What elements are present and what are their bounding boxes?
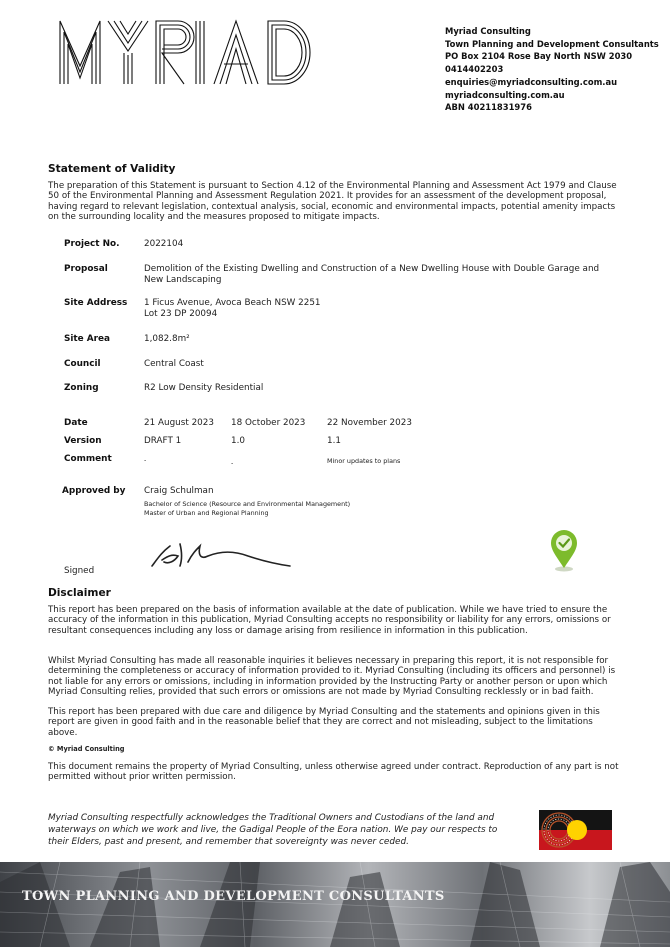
approver-name: Craig Schulman (144, 486, 214, 496)
company-tagline: Town Planning and Development Consultants (445, 38, 659, 49)
revision-date-2: 18 October 2023 (231, 418, 306, 428)
signature (148, 538, 296, 572)
council-value: Central Coast (144, 359, 204, 369)
site-area-value: 1,082.8m² (144, 334, 190, 344)
company-name: Myriad Consulting (445, 26, 531, 36)
validity-heading: Statement of Validity (48, 163, 176, 175)
revision-version-3: 1.1 (327, 436, 341, 446)
zoning-label: Zoning (64, 383, 99, 393)
approver-qualification-2: Master of Urban and Regional Planning (144, 509, 269, 517)
proposal-value: Demolition of the Existing Dwelling and Construction of a New Dwelling House with Double Garage and New Landscaping (144, 264, 600, 285)
banner-tagline: TOWN PLANNING AND DEVELOPMENT CONSULTANTS (22, 889, 445, 904)
project-no-label: Project No. (64, 239, 120, 249)
website-link[interactable]: myriadconsulting.com.au (445, 89, 565, 100)
revision-comment-2: - (231, 459, 234, 467)
disclaimer-p3: This report has been prepared with due care and diligence by Myriad Consulting and the statements and opinions given in this report are given in good faith and in the reasonable belief that they are correct and not misleading, subject to the limitations above. (48, 707, 600, 738)
revision-comment-3: Minor updates to plans (327, 457, 401, 465)
approved-by-label: Approved by (62, 486, 126, 496)
proposal-label: Proposal (64, 264, 108, 274)
approver-qualification-1: Bachelor of Science (Resource and Environmental Management) (144, 500, 351, 508)
acknowledgement-text: Myriad Consulting respectfully acknowledges the Traditional Owners and Custodians of the land and waterways on which we work and live, the Gadigal People of the Eora nation. We pay our respects to their Elders, past and present, and remember that sovereignty was never ceded. (48, 813, 498, 847)
revision-date-1: 21 August 2023 (144, 418, 214, 428)
site-address-label: Site Address (64, 298, 128, 308)
disclaimer-p1: This report has been prepared on the basis of information available at the date of publication. While we have tried to ensure the accuracy of the information in this publication, Myriad Consulting accepts no responsibility or liability for any errors, omissions or resultant consequences including any loss or damage arising from resilience in information in this publication. (48, 605, 611, 636)
zoning-value: R2 Low Density Residential (144, 383, 264, 393)
verified-pin-icon (550, 530, 578, 572)
aboriginal-flag-artwork-icon (539, 810, 612, 850)
disclaimer-p4: This document remains the property of Myriad Consulting, unless otherwise agreed under contract. Reproduction of any part is not permitted without prior written permission. (48, 762, 619, 783)
comment-label: Comment (64, 454, 112, 464)
revision-comment-1: - (144, 456, 147, 464)
verified-badge (550, 530, 578, 572)
version-label: Version (64, 436, 102, 446)
email-link[interactable]: enquiries@myriadconsulting.com.au (445, 76, 618, 87)
city-skyline-icon (0, 862, 670, 947)
site-address-line1: 1 Ficus Avenue, Avoca Beach NSW 2251 (144, 298, 321, 308)
footer-banner (0, 862, 670, 947)
signature-icon (148, 538, 296, 572)
revision-version-2: 1.0 (231, 436, 245, 446)
signed-label: Signed (64, 566, 95, 576)
contact-block (445, 25, 659, 114)
project-no-value: 2022104 (144, 239, 184, 249)
postal-address: PO Box 2104 Rose Bay North NSW 2030 (445, 51, 633, 62)
validity-body: The preparation of this Statement is pursuant to Section 4.12 of the Environmental Planning and Assessment Act 1979 and Clause 50 of the Environmental Planning and Assessment Regulation 2021. It provides for an assessment of the development proposal, having regard to relevant legislation, contextual analysis, social, economic and environmental impacts, potential amenity impacts on the surrounding locality and the measures proposed to mitigate impacts. (48, 181, 617, 223)
site-area-label: Site Area (64, 334, 111, 344)
myriad-logo-icon (58, 18, 314, 86)
revision-date-3: 22 November 2023 (327, 418, 412, 428)
revision-version-1: DRAFT 1 (144, 436, 182, 446)
myriad-logo (58, 18, 314, 86)
site-address-line2: Lot 23 DP 20094 (144, 309, 218, 319)
abn-number: ABN 40211831976 (445, 102, 532, 113)
acknowledgement-artwork (539, 810, 612, 850)
council-label: Council (64, 359, 101, 369)
copyright-notice: © Myriad Consulting (48, 745, 125, 753)
phone-number: 0414402203 (445, 64, 504, 75)
date-label: Date (64, 418, 88, 428)
disclaimer-p2: Whilst Myriad Consulting has made all reasonable inquiries it believes necessary in preparing this report, it is not responsible for determining the completeness or accuracy of information provided to it. Myriad Consulting (including its officers and personnel) is not liable for any errors or omissions, including in information provided by the Instructing Party or another person or upon which Myriad Consulting relies, provided that such errors or omissions are not made by Myriad Consulting recklessly or in bad faith. (48, 656, 616, 698)
disclaimer-heading: Disclaimer (48, 587, 111, 599)
